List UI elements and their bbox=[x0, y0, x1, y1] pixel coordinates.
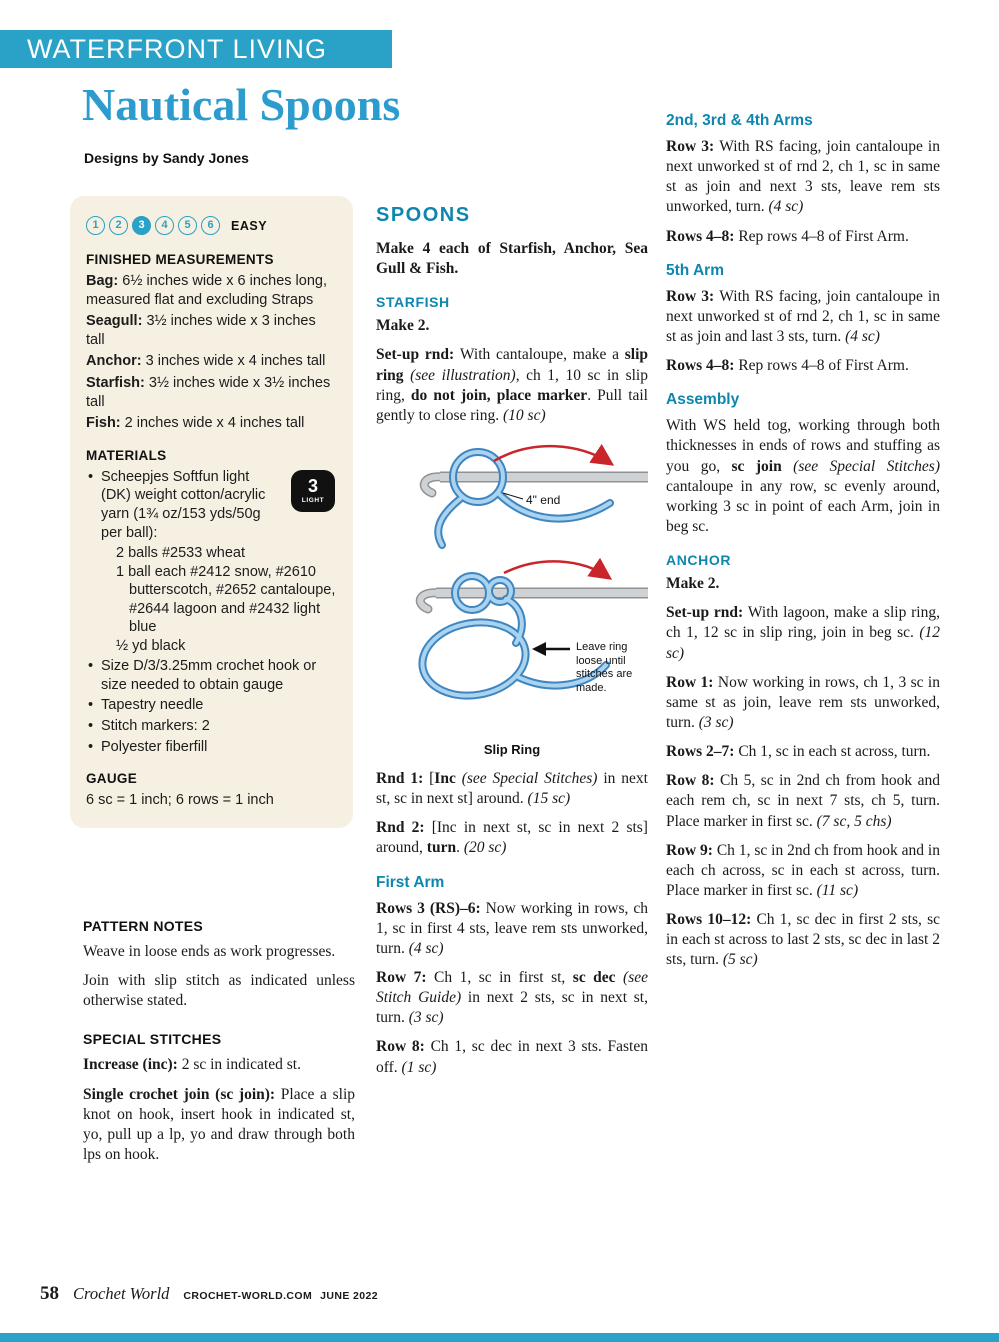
special-stitches-heading: SPECIAL STITCHES bbox=[83, 1031, 222, 1048]
yarn-weight-number: 3 bbox=[307, 475, 318, 496]
anchor-heading: ANCHOR bbox=[666, 552, 732, 569]
instruction-paragraph: Rnd 1: [Inc (see Special Stitches) in next st, sc in next st] around. (15 sc) bbox=[376, 769, 648, 808]
materials-list bbox=[86, 468, 337, 756]
arms-234-heading: 2nd, 3rd & 4th Arms bbox=[666, 112, 813, 129]
measurement-item bbox=[86, 374, 337, 411]
measurement-value: 2 inches wide x 4 inches tall bbox=[124, 415, 305, 432]
instruction-paragraph: Row 9: Ch 1, sc in 2nd ch from hook and in each ch across, sc in each st across, turn. Place marker in first sc. (11 sc) bbox=[666, 841, 940, 899]
magazine-name: Crochet World bbox=[73, 1284, 170, 1303]
spoons-heading: SPOONS bbox=[376, 204, 471, 226]
measurement-item bbox=[86, 352, 337, 371]
issue-date: JUNE 2022 bbox=[320, 1290, 379, 1302]
starfish-heading: STARFISH bbox=[376, 294, 450, 311]
make-count: Make 2. bbox=[376, 317, 430, 335]
instruction-paragraph: Rows 4–8: Rep rows 4–8 of First Arm. bbox=[666, 227, 909, 245]
instruction-paragraph: Row 1: Now working in rows, ch 1, 3 sc in same st as join, leave rem sts unworked, turn. (3 sc) bbox=[666, 673, 940, 731]
illustration-note: Leave ring loose until stitches are made. bbox=[576, 640, 633, 695]
instruction-paragraph: Rnd 2: [Inc in next st, sc in next 2 sts] around, turn. (20 sc) bbox=[376, 819, 648, 857]
material-item: • Stitch markers: 2 bbox=[86, 717, 337, 736]
instruction-paragraph: Row 3: With RS facing, join cantaloupe in next unworked st of rnd 2, ch 1, sc in same st as join and next 3 sts, leave rem sts unworked, turn. (4 sc) bbox=[666, 138, 940, 216]
instructions-column-2 bbox=[666, 112, 940, 980]
measurement-label: Starfish: bbox=[86, 375, 145, 391]
measurements-heading: FINISHED MEASUREMENTS bbox=[86, 252, 274, 267]
measurement-value: 3 inches wide x 4 inches tall bbox=[145, 353, 326, 370]
measurement-label: Fish: bbox=[86, 415, 121, 432]
measurement-item bbox=[86, 312, 337, 349]
page-footer bbox=[40, 1283, 378, 1305]
skill-dot-5: 5 bbox=[178, 216, 197, 235]
bottom-accent-bar bbox=[0, 1333, 999, 1342]
instruction-paragraph: Set-up rnd: With lagoon, make a slip ring, ch 1, 12 sc in slip ring, join in beg sc. (12 sc) bbox=[666, 604, 940, 662]
yarn-detail-line: 2 balls #2533 wheat bbox=[116, 545, 245, 562]
pattern-note: Join with slip stitch as indicated unless otherwise stated. bbox=[83, 972, 355, 1010]
yarn-end-label: 4" end bbox=[526, 492, 561, 507]
skill-level-indicator bbox=[86, 216, 337, 235]
material-item: • Tapestry needle bbox=[86, 696, 337, 715]
yarn-detail-line: ½ yd black bbox=[116, 637, 186, 654]
instruction-paragraph: Rows 3 (RS)–6: Now working in rows, ch 1, sc in first 4 sts, leave rem sts unworked, turn. (4 sc) bbox=[376, 899, 648, 957]
assembly-heading: Assembly bbox=[666, 391, 740, 409]
instruction-paragraph: With WS held tog, working through both thicknesses in ends of rows and stuffing as you go, sc join (see Special Stitches) cantaloupe in any row, sc evenly around, working 3 sc in point of each Arm, join in beg sc. bbox=[666, 417, 940, 535]
measurement-value: 3½ inches wide x 3½ inches tall bbox=[86, 375, 331, 410]
instruction-paragraph: Row 7: Ch 1, sc in first st, sc dec (see Stitch Guide) in next 2 sts, sc in next st, turn. (3 sc) bbox=[376, 968, 648, 1027]
instruction-paragraph: Set-up rnd: With cantaloupe, make a slip ring (see illustration), ch 1, 10 sc in slip ring, do not join, place marker. Pull tail gently to close ring. (10 sc) bbox=[376, 346, 648, 424]
slip-ring-step1-diagram bbox=[376, 435, 648, 553]
skill-dot-3: 3 bbox=[132, 216, 151, 235]
skill-dot-6: 6 bbox=[201, 216, 220, 235]
gauge-heading: GAUGE bbox=[86, 771, 138, 787]
page-number: 58 bbox=[40, 1283, 59, 1304]
special-stitch-definition: Single crochet join (sc join): Place a slip knot on hook, insert hook in indicated st, yo, pull up a lp, yo and draw through both lps on hook. bbox=[83, 1085, 356, 1163]
special-stitch-definition: Increase (inc): 2 sc in indicated st. bbox=[83, 1056, 301, 1074]
pattern-notes-section bbox=[83, 918, 355, 1174]
make-count: Make 2. bbox=[666, 575, 720, 593]
instruction-paragraph: Row 8: Ch 5, sc in 2nd ch from hook and each rem ch, sc in next 7 sts, ch 5, turn. Place marker in first sc. (7 sc, 5 chs) bbox=[666, 772, 940, 830]
skill-dot-4: 4 bbox=[155, 216, 174, 235]
instruction-paragraph: Row 3: With RS facing, join cantaloupe in next unworked st of rnd 2, ch 1, sc in same st as join and last 3 sts, turn. (4 sc) bbox=[666, 287, 940, 345]
section-banner-text: WATERFRONT LIVING bbox=[27, 33, 328, 64]
measurement-item bbox=[86, 414, 337, 433]
skill-level-label: EASY bbox=[231, 218, 268, 233]
instruction-paragraph: Rows 4–8: Rep rows 4–8 of First Arm. bbox=[666, 357, 909, 375]
measurement-label: Seagull: bbox=[86, 313, 143, 330]
material-item: • Polyester fiberfill bbox=[86, 738, 337, 757]
instruction-paragraph: Rows 2–7: Ch 1, sc in each st across, turn. bbox=[666, 743, 931, 761]
instruction-paragraph: Rows 10–12: Ch 1, sc dec in first 2 sts, sc in each st across to last 2 sts, sc dec in last 2 sts, turn. (5 sc) bbox=[666, 911, 940, 969]
pattern-note: Weave in loose ends as work progresses. bbox=[83, 943, 336, 960]
website: CROCHET-WORLD.COM bbox=[183, 1290, 313, 1302]
material-item: • Size D/3/3.25mm crochet hook or size needed to obtain gauge bbox=[86, 657, 337, 694]
instructions-column-1 bbox=[376, 204, 648, 1087]
skill-dot-1: 1 bbox=[86, 216, 105, 235]
yarn-weight-label: LIGHT bbox=[301, 496, 325, 504]
measurement-label: Anchor: bbox=[86, 353, 142, 370]
slip-ring-illustration bbox=[376, 435, 648, 757]
gauge-text: 6 sc = 1 inch; 6 rows = 1 inch bbox=[86, 792, 274, 809]
pattern-info-panel bbox=[70, 196, 353, 828]
material-item-yarn: • Scheepjes Softfun light (DK) weight cotton/acrylic yarn (1¾ oz/153 yds/50g per ball): bbox=[86, 468, 337, 542]
measurement-value: 6½ inches wide x 6 inches long, measured flat and excluding Straps bbox=[86, 273, 328, 308]
arm-5-heading: 5th Arm bbox=[666, 261, 724, 279]
illustration-caption: Slip Ring bbox=[483, 741, 541, 757]
measurement-value: 3½ inches wide x 3 inches tall bbox=[86, 313, 316, 348]
yarn-detail-line: 1 ball each #2412 snow, #2610 butterscotch, #2652 cantaloupe, #2644 lagoon and #2432 light blue bbox=[116, 563, 336, 636]
instruction-paragraph: Row 8: Ch 1, sc dec in next 3 sts. Fasten off. (1 sc) bbox=[376, 1038, 648, 1076]
section-banner bbox=[0, 30, 392, 68]
measurement-label: Bag: bbox=[86, 273, 119, 290]
pattern-notes-heading: PATTERN NOTES bbox=[83, 918, 204, 934]
first-arm-heading: First Arm bbox=[376, 873, 445, 891]
page-title: Nautical Spoons bbox=[82, 79, 401, 130]
materials-heading: MATERIALS bbox=[86, 447, 167, 463]
skill-dot-2: 2 bbox=[109, 216, 128, 235]
byline: Designs by Sandy Jones bbox=[84, 150, 249, 166]
intro-paragraph: Make 4 each of Starfish, Anchor, Sea Gull & Fish. bbox=[376, 240, 648, 278]
measurement-item bbox=[86, 272, 337, 309]
